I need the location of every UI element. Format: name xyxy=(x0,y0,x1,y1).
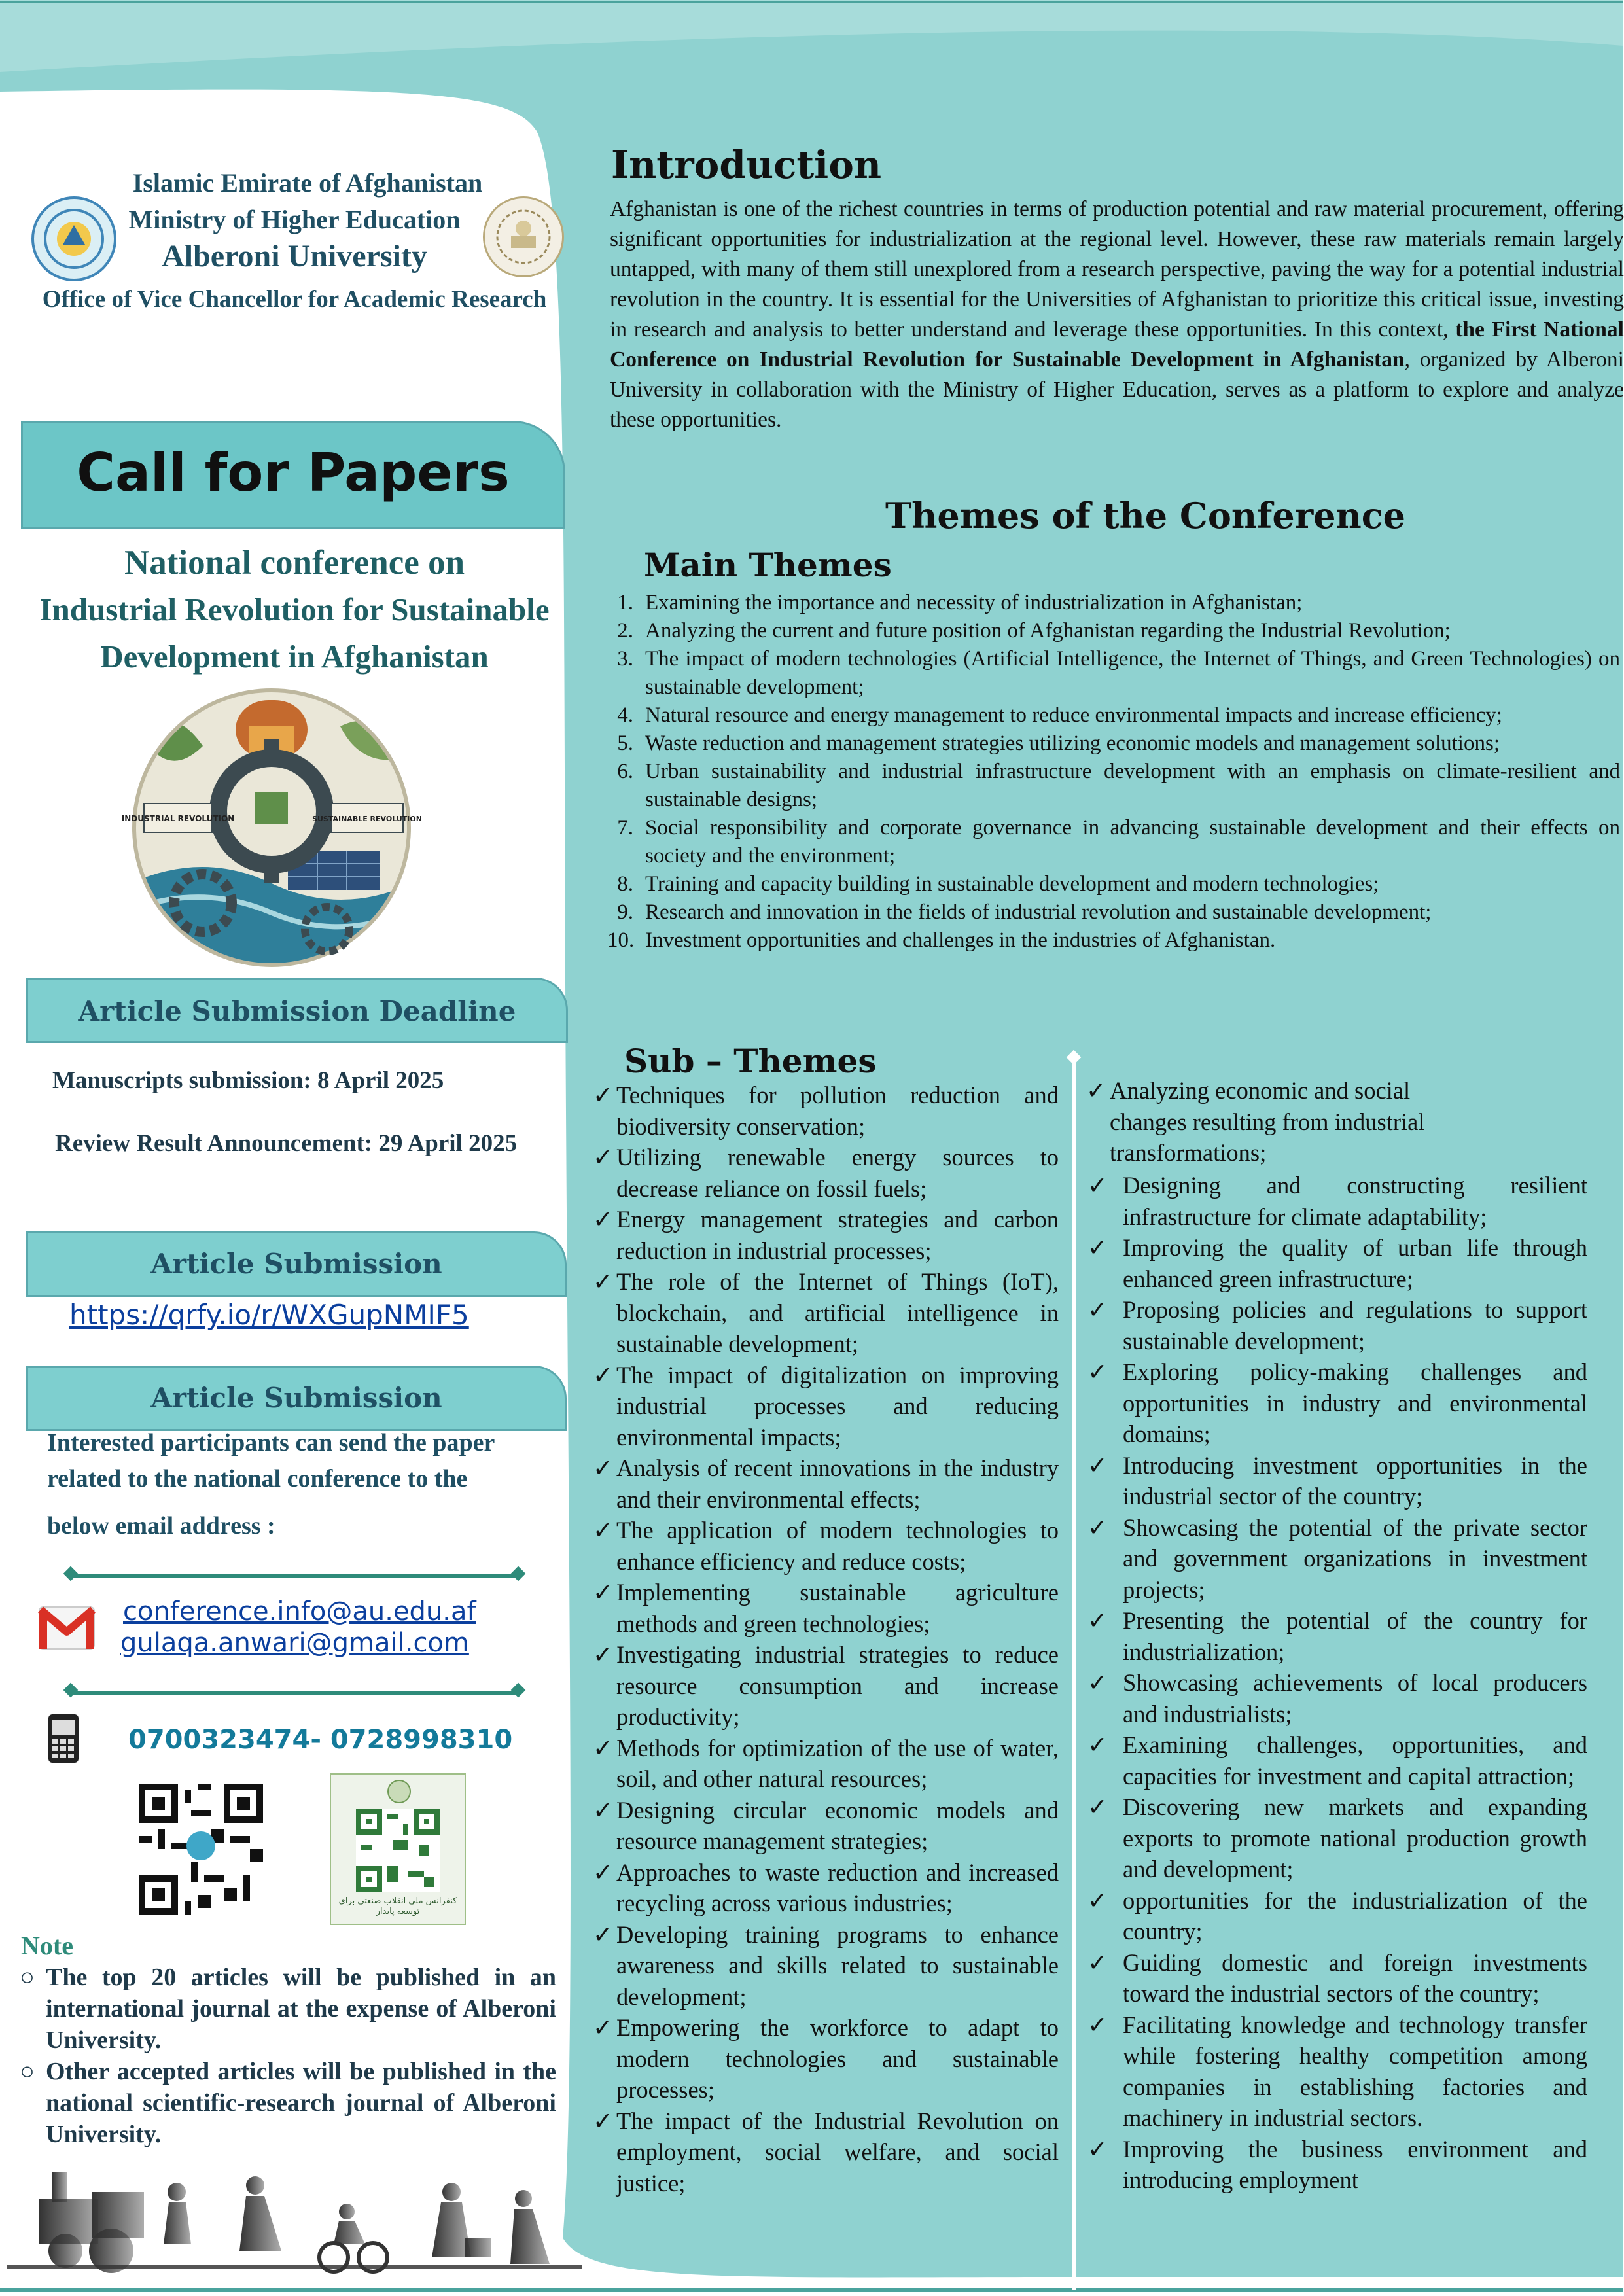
checkmark-icon: ✓ xyxy=(1087,2011,1108,2038)
checkmark-icon: ✓ xyxy=(1086,1077,1106,1104)
sub-themes-title: Sub – Themes xyxy=(624,1042,877,1080)
checkmark-icon: ✓ xyxy=(1087,1731,1108,1758)
checkmark-icon: ✓ xyxy=(1087,2135,1108,2163)
conference-title-line1: National conference on xyxy=(124,544,465,582)
gmail-icon xyxy=(37,1602,97,1654)
header-line-university: Alberoni University xyxy=(162,239,427,274)
sub-theme-item: ✓ Introducing investment opportunities in the industrial sector of the country; xyxy=(1084,1450,1587,1512)
qr-card-logo xyxy=(387,1780,411,1803)
emblem-label-sustainable: SUSTAINABLE REVOLUTION xyxy=(312,815,422,823)
submission-instructions-line1: Interested participants can send the paper xyxy=(47,1429,495,1457)
sub-theme-item: ✓ The impact of digitalization on improving industrial processes and reducing environmental impacts; xyxy=(593,1360,1059,1453)
submission-link-title: Article Submission xyxy=(150,1248,442,1280)
qr-card-caption: کنفرانس ملی انقلاب صنعتی برای توسعه پایدار xyxy=(338,1896,457,1916)
themes-title: Themes of the Conference xyxy=(885,495,1406,537)
email-link-gulaqa[interactable]: gulaqa.anwari@gmail.com xyxy=(120,1628,469,1658)
sub-theme-item: ✓ opportunities for the industrialization of the country; xyxy=(1084,1885,1587,1947)
checkmark-icon: ✓ xyxy=(1087,1513,1108,1541)
checkmark-icon: ✓ xyxy=(1087,1793,1108,1820)
sub-theme-right-first: ✓ Analyzing economic and social changes resulting from industrial transformations; xyxy=(1086,1075,1492,1169)
main-theme-item: 7. Social responsibility and corporate governance in advancing sustainable development and their effects on society and the environment; xyxy=(617,816,1620,868)
sub-theme-item: ✓ Exploring policy-making challenges and opportunities in industry and environmental domains; xyxy=(1084,1356,1587,1450)
note-item: ○ Other accepted articles will be published in the national scientific-research journal of Alberoni University. xyxy=(20,2056,556,2150)
introduction-text: Afghanistan is one of the richest countries in terms of production potential and raw material procurement, offering significant opportunities for industrialization at the regional level. However, these raw materials remain largely untapped, with many of them still unexplored from a research perspective, paving the way for a potential industrial revolution in the country. It is essential for the Universities of Afghanistan to prioritize this critical issue, investing in research and analysis to better understand and leverage these opportunities. In this context, xyxy=(610,197,1624,342)
note-list xyxy=(20,1962,556,2150)
sub-theme-item: ✓ Techniques for pollution reduction and biodiversity conservation; xyxy=(593,1080,1059,1142)
conference-title-line3: Development in Afghanistan xyxy=(100,639,489,675)
submission-email-title: Article Submission xyxy=(150,1382,442,1414)
main-themes-title: Main Themes xyxy=(644,546,892,584)
introduction-text-end: , organized by Alberoni University in collaboration with the Ministry of Higher Education, serves as a platform to explore and analyze these opportunities. xyxy=(610,347,1624,432)
sub-theme-item: ✓ Improving the business environment and introducing employment xyxy=(1084,2134,1587,2173)
header-line-office: Office of Vice Chancellor for Academic Research xyxy=(42,286,547,313)
sub-theme-item: ✓ Energy management strategies and carbon reduction in industrial processes; xyxy=(593,1204,1059,1266)
sub-theme-item: ✓ Showcasing the potential of the private sector and government organizations in investment projects; xyxy=(1084,1512,1587,1606)
sub-theme-item: ✓ The application of modern technologies to enhance efficiency and reduce costs; xyxy=(593,1515,1059,1577)
sub-theme-item: ✓ Designing and constructing resilient infrastructure for climate adaptability; xyxy=(1084,1170,1587,1232)
main-theme-item: 8. Training and capacity building in sustainable development and modern technologies; xyxy=(617,872,1379,896)
main-theme-item: 10. Investment opportunities and challenges in the industries of Afghanistan. xyxy=(607,928,1276,952)
sub-theme-item: ✓ Approaches to waste reduction and increased recycling across various industries; xyxy=(593,1857,1059,1919)
introduction-title: Introduction xyxy=(611,143,882,187)
checkmark-icon: ✓ xyxy=(593,2014,613,2041)
conference-emblem-image xyxy=(121,687,422,968)
circle-bullet-icon: ○ xyxy=(20,1964,35,1991)
deadline-banner xyxy=(26,978,568,1043)
divider-rule-top xyxy=(71,1574,518,1578)
checkmark-icon: ✓ xyxy=(1087,1172,1108,1199)
checkmark-icon: ✓ xyxy=(1087,1669,1108,1696)
checkmark-icon: ✓ xyxy=(593,1144,613,1171)
emblem-label-industrial: INDUSTRIAL REVOLUTION xyxy=(121,814,235,823)
checkmark-icon: ✓ xyxy=(593,1641,613,1668)
sub-theme-item: ✓ Guiding domestic and foreign investments toward the industrial sectors of the country; xyxy=(1084,1947,1587,2009)
sub-theme-item: ✓ Examining challenges, opportunities, and capacities for investment and capital attraction; xyxy=(1084,1729,1587,1792)
checkmark-icon: ✓ xyxy=(1087,1234,1108,1261)
sub-theme-item: ✓ Analysis of recent innovations in the industry and their environmental effects; xyxy=(593,1453,1059,1515)
checkmark-icon: ✓ xyxy=(593,1734,613,1761)
manuscripts-deadline: Manuscripts submission: 8 April 2025 xyxy=(52,1067,444,1094)
submission-link-banner xyxy=(26,1231,567,1297)
review-announcement: Review Result Announcement: 29 April 2025 xyxy=(55,1130,518,1157)
sub-theme-item: ✓ Empowering the workforce to adapt to modern technologies and sustainable processes; xyxy=(593,2012,1059,2106)
checkmark-icon: ✓ xyxy=(593,1858,613,1886)
email-link-conference[interactable]: conference.info@au.edu.af xyxy=(123,1597,476,1627)
checkmark-icon: ✓ xyxy=(593,1920,613,1948)
sub-theme-item: ✓ Designing circular economic models and resource management strategies; xyxy=(593,1795,1059,1857)
main-theme-item: 1. Examining the importance and necessity of industrialization in Afghanistan; xyxy=(617,591,1303,614)
checkmark-icon: ✓ xyxy=(1087,1949,1108,1976)
main-theme-item: 3. The impact of modern technologies (Artificial Intelligence, the Internet of Things, and Green Technologies) on sustainable development; xyxy=(617,647,1620,699)
checkmark-icon: ✓ xyxy=(1087,1296,1108,1323)
phone-numbers: 0700323474- 0728998310 xyxy=(128,1725,513,1755)
sub-themes-right-list xyxy=(1084,1170,1587,2193)
sub-theme-item: ✓ Proposing policies and regulations to support sustainable development; xyxy=(1084,1294,1587,1356)
sub-theme-item: ✓ The role of the Internet of Things (IoT), blockchain, and artificial intelligence in sustainable development; xyxy=(593,1266,1059,1360)
header-line-emirate: Islamic Emirate of Afghanistan xyxy=(132,168,483,198)
sub-theme-item: ✓ Facilitating knowledge and technology transfer while fostering healthy competition among companies in establishing factories and machinery in industrial sectors. xyxy=(1084,2009,1587,2134)
qr-code-conference xyxy=(356,1809,440,1892)
checkmark-icon: ✓ xyxy=(593,1796,613,1824)
conference-title-line2: Industrial Revolution for Sustainable xyxy=(39,592,550,627)
checkmark-icon: ✓ xyxy=(1087,1451,1108,1479)
submission-instructions-line2: related to the national conference to the xyxy=(47,1465,468,1492)
checkmark-icon: ✓ xyxy=(593,1268,613,1295)
sub-theme-item: ✓ Methods for optimization of the use of water, soil, and other natural resources; xyxy=(593,1733,1059,1795)
main-themes-list xyxy=(607,589,1620,955)
checkmark-icon: ✓ xyxy=(1087,1886,1108,1914)
deadline-title: Article Submission Deadline xyxy=(78,995,516,1027)
circle-bullet-icon: ○ xyxy=(20,2058,35,2085)
sub-themes-divider xyxy=(1072,1060,1076,2290)
note-title: Note xyxy=(21,1931,73,1960)
sub-theme-item: ✓ Discovering new markets and expanding exports to promote national production growth and development; xyxy=(1084,1792,1587,1885)
qr-code-submission[interactable] xyxy=(139,1782,263,1916)
sub-theme-item: ✓ Presenting the potential of the country for industrialization; xyxy=(1084,1605,1587,1667)
industrial-silhouette-illustration xyxy=(7,2153,582,2277)
main-theme-item: 5. Waste reduction and management strategies utilizing economic models and management solutions; xyxy=(617,732,1500,755)
sub-theme-item: ✓ Investigating industrial strategies to reduce resource consumption and increase productivity; xyxy=(593,1639,1059,1733)
right-column xyxy=(589,0,1623,2296)
call-for-papers-title: Call for Papers xyxy=(77,442,510,503)
left-column xyxy=(0,0,589,2296)
checkmark-icon: ✓ xyxy=(593,1361,613,1388)
submission-url-link[interactable]: https://qrfy.io/r/WXGupNMIF5 xyxy=(69,1299,469,1331)
sub-theme-item: ✓ The impact of the Industrial Revolution on employment, social welfare, and social justice; xyxy=(593,2106,1059,2199)
call-for-papers-banner xyxy=(21,421,565,529)
header-line-ministry: Ministry of Higher Education xyxy=(128,205,461,234)
checkmark-icon: ✓ xyxy=(593,1455,613,1481)
main-theme-item: 4. Natural resource and energy management to reduce environmental impacts and increase efficiency; xyxy=(617,703,1502,727)
checkmark-icon: ✓ xyxy=(593,1579,613,1606)
main-theme-item: 9. Research and innovation in the fields of industrial revolution and sustainable development; xyxy=(617,900,1432,924)
main-theme-item: 2. Analyzing the current and future position of Afghanistan regarding the Industrial Revolution; xyxy=(617,619,1451,643)
sub-themes-left-list xyxy=(593,1080,1059,2199)
main-theme-item: 6. Urban sustainability and industrial infrastructure development with an emphasis on climate-resilient and sustainable designs; xyxy=(617,760,1620,811)
checkmark-icon: ✓ xyxy=(593,1206,613,1233)
note-item: ○ The top 20 articles will be published in an international journal at the expense of Alberoni University. xyxy=(20,1962,556,2056)
submission-instructions-line3: below email address : xyxy=(47,1512,275,1540)
introduction-conference-name: the First National Conference on Industrial Revolution for Sustainable Development in Afghanistan xyxy=(610,317,1624,372)
qr-card-conference[interactable] xyxy=(330,1773,466,1925)
checkmark-icon: ✓ xyxy=(1087,1358,1108,1385)
checkmark-icon: ✓ xyxy=(593,2107,613,2134)
divider-diamond-icon xyxy=(1067,1050,1082,1065)
submission-email-banner xyxy=(26,1366,567,1431)
sub-theme-item: ✓ Showcasing achievements of local producers and industrialists; xyxy=(1084,1667,1587,1729)
checkmark-icon: ✓ xyxy=(593,1082,613,1108)
sub-theme-item: ✓ Utilizing renewable energy sources to decrease reliance on fossil fuels; xyxy=(593,1142,1059,1204)
sub-theme-item: ✓ Developing training programs to enhance awareness and skills related to sustainable development; xyxy=(593,1919,1059,2013)
checkmark-icon: ✓ xyxy=(593,1517,613,1544)
sub-theme-item: ✓ Improving the quality of urban life through enhanced green infrastructure; xyxy=(1084,1232,1587,1294)
sub-theme-item: ✓ Implementing sustainable agriculture methods and green technologies; xyxy=(593,1577,1059,1639)
divider-rule-bottom xyxy=(71,1691,518,1695)
phone-icon xyxy=(46,1713,81,1764)
checkmark-icon: ✓ xyxy=(1087,1607,1108,1634)
introduction-paragraph xyxy=(610,194,1624,435)
